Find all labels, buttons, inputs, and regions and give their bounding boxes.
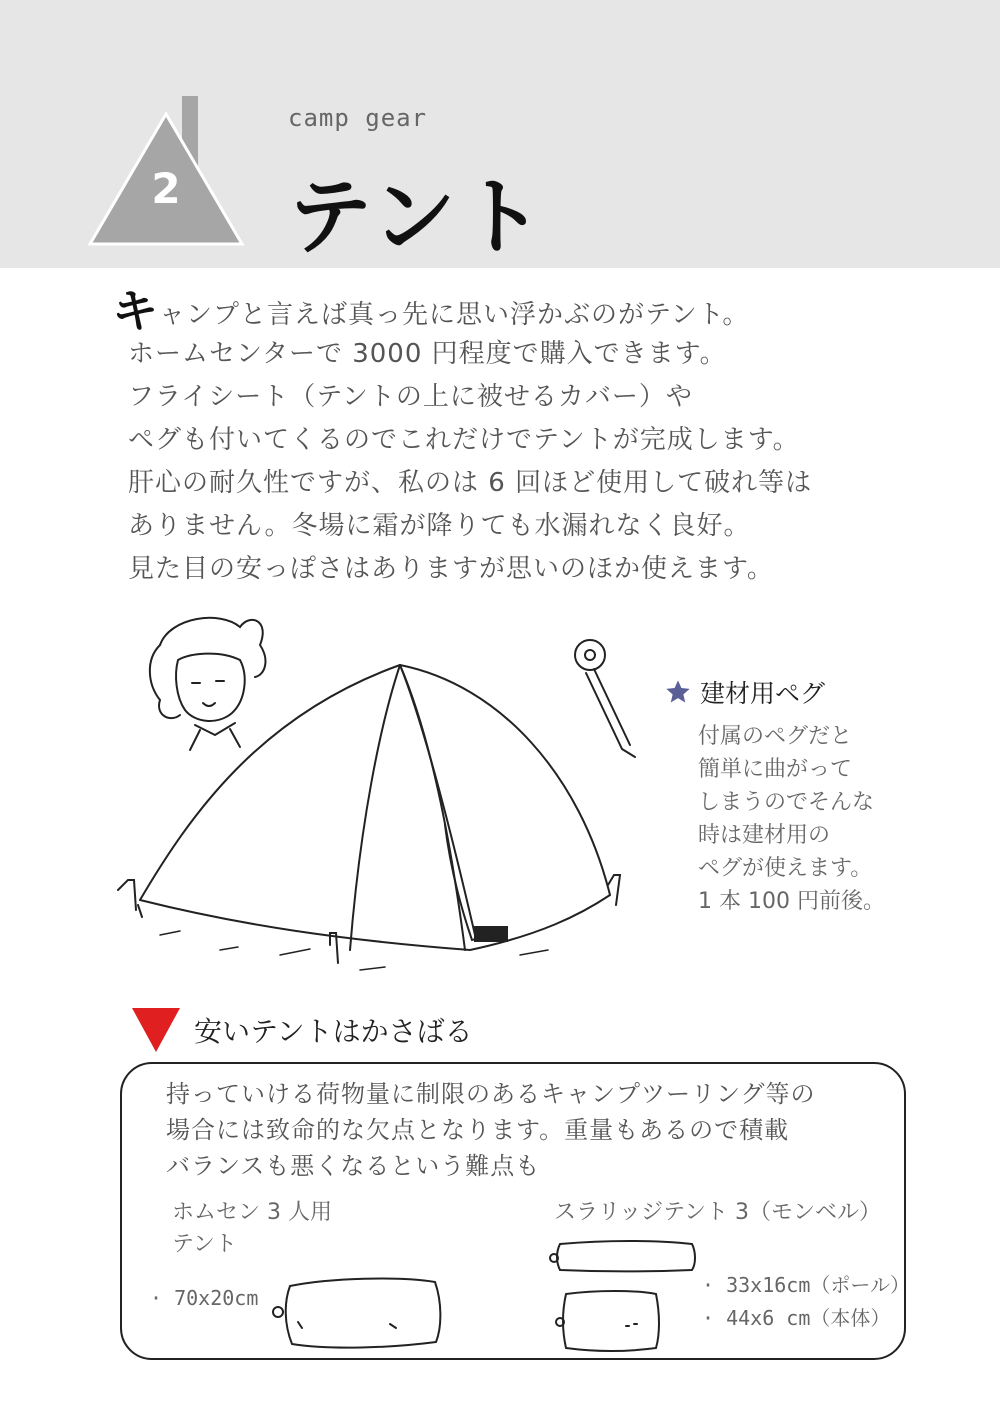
left-item-dimension: · 70x20cm bbox=[150, 1286, 259, 1310]
left-item-label bbox=[172, 1197, 332, 1261]
right-item-dimension: · 44x6 cm（本体） bbox=[702, 1306, 891, 1330]
peg-note-line: 簡単に曲がって bbox=[698, 757, 853, 782]
drawback-heading bbox=[130, 1006, 473, 1054]
intro-line: ありません。冬場に霜が降りても水漏れなく良好。 bbox=[128, 511, 751, 541]
peg-note-line: 付属のペグだと bbox=[698, 724, 853, 749]
intro-line: ペグも付いてくるのでこれだけでテントが完成します。 bbox=[128, 425, 800, 455]
intro-line: フライシート（テントの上に被せるカバー）や bbox=[128, 382, 693, 412]
intro-line bbox=[112, 284, 912, 338]
star-icon bbox=[664, 678, 692, 706]
peg-note-line: 1 本 100 円前後。 bbox=[698, 889, 885, 914]
drawback-line: 持っていける荷物量に制限のあるキャンプツーリング等の bbox=[166, 1080, 816, 1108]
peg-note-heading bbox=[664, 674, 984, 710]
drop-cap: キ bbox=[112, 284, 159, 338]
right-item-dimension: · 33x16cm（ポール） bbox=[702, 1273, 910, 1297]
peg-note-title: 建材用ペグ bbox=[700, 679, 826, 708]
drawback-box bbox=[120, 1062, 910, 1360]
intro-line: 見た目の安っぽさはありますが思いのほか使えます。 bbox=[128, 554, 774, 584]
left-item-label-line: テント bbox=[172, 1232, 237, 1257]
bulky-tent-bag-sketch bbox=[270, 1272, 446, 1354]
tent-illustration bbox=[100, 605, 660, 990]
drawback-text bbox=[166, 1076, 886, 1184]
tent-dome bbox=[140, 665, 610, 950]
person-illustration bbox=[150, 618, 266, 750]
peg-note-line: しまうのでそんな bbox=[698, 790, 875, 815]
left-item-label-line: ホムセン 3 人用 bbox=[172, 1200, 332, 1225]
intro-paragraph bbox=[112, 284, 912, 591]
drawback-title: 安いテントはかさばる bbox=[194, 1015, 473, 1048]
peg-note-line: 時は建材用の bbox=[698, 823, 831, 848]
header-band bbox=[0, 0, 1000, 268]
drawback-line: バランスも悪くなるという難点も bbox=[166, 1152, 541, 1180]
compact-tent-sketch bbox=[546, 1234, 702, 1354]
peg-note bbox=[664, 674, 984, 918]
peg-illustration bbox=[575, 640, 635, 757]
intro-line: ホームセンターで 3000 円程度で購入できます。 bbox=[128, 339, 727, 369]
chapter-number: 2 bbox=[151, 164, 181, 213]
intro-line: 肝心の耐久性ですが、私のは 6 回ほど使用して破れ等は bbox=[128, 468, 813, 498]
page-title: テント bbox=[288, 168, 548, 266]
tent-pegs bbox=[118, 875, 620, 963]
red-triangle-icon bbox=[130, 1006, 182, 1054]
peg-note-line: ペグが使えます。 bbox=[698, 856, 873, 881]
drawback-line: 場合には致命的な欠点となります。重量もあるので積載 bbox=[166, 1116, 790, 1144]
peg-note-body bbox=[698, 720, 984, 918]
right-item-label: スラリッジテント 3（モンベル） bbox=[554, 1200, 882, 1225]
page-subtitle: camp gear bbox=[288, 104, 428, 132]
intro-first-line-text: ャンプと言えば真っ先に思い浮かぶのがテント。 bbox=[159, 300, 750, 330]
